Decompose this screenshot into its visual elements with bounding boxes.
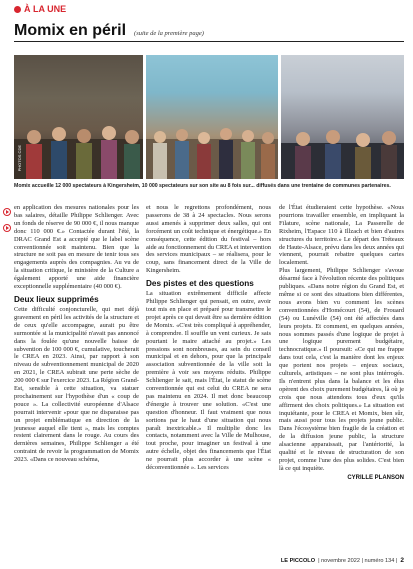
continuation-arrow-icon [3, 208, 11, 216]
article-column-3 [279, 204, 404, 483]
paragraph: Cette difficulté conjoncturelle, qui met déjà gravement en péril les activités de la structure et de ceux qu'elle accompagne, aurait pu être surmontée si la municipalité n'avait pas annoncé dans la foulée qu'une nouvelle baisse de subvention de 100 000 €, cumulative, toucherait le CREA en 2023. Ainsi, par rapport à son niveau de subventionnement municipal de 2020 en 2021, le CREA subirait une perte sèche de 200 000 € sur l'exercice 2023. La Région Grand-Est, sensible à cette situation, va statuer prochainement sur l'hypothèse d'un « coup de pouce ». La collectivité européenne d'Alsace pourrait intervenir «pour que ne disparaisse pas un projet emblématique en direction de la jeunesse auquel elle tient », mais les comptes restent clairement dans le rouge. Au cours des dernières semaines, Philippe Schlienger a été contraint de revoir la programmation de Momix 2023. «Dans ce nouveau schéma, [14, 305, 139, 464]
crowd-illustration [146, 105, 278, 179]
page-number: 2 [400, 557, 404, 564]
subheading: Des pistes et des questions [146, 279, 254, 289]
section-kicker [14, 4, 66, 14]
headline-row [14, 22, 404, 40]
author-signature: CYRILLE PLANSON [347, 474, 404, 481]
page-footer [278, 557, 404, 564]
paragraph: en application des mesures nationales pour les bas salaires, détaille Philippe Schlienger. Avec un fonds de réserve de 90 000 €, il nous manque donc 110 000 €.» Contactée durant l'été, la DRAC Grand Est a accepté que le label scène conventionnée soit maintenu. Bien que la structure ne soit pas en mesure de tenir tous ses engagements auprès des compagnies. Au vu de la situation critique, le ministère de la Culture a également apporté une aide financière exceptionnelle supplémentaire (40 000 €). [14, 204, 139, 291]
photo-caption: Momix accueille 12 000 spectateurs à Kingersheim, 10 000 spectateurs sur son site au 8 fois sur... diffusés dans une trentaine de communes partenaires. [14, 183, 391, 189]
article-column-2 [146, 204, 271, 472]
title-divider [14, 41, 404, 42]
bullet-icon [14, 6, 21, 13]
photo-strip [14, 55, 404, 179]
publication-name: LE PICCOLO [280, 558, 316, 564]
page-title: Momix en péril [14, 22, 127, 39]
subheading: Deux lieux supprimés [14, 294, 99, 304]
paragraph: et nous le regrettons profondément, nous passerons de 38 à 24 spectacles. Nous serons aussi amenés à supprimer deux salles, qui ont forcément un coût technique et énergétique.» En conséquence, cette édition du festival – hors aide au fonctionnement du CREA et intervention des services municipaux – se réalisera, pour le coup, sans financement direct de la Ville de Kingersheim. [146, 204, 271, 275]
crowd-illustration [14, 109, 143, 179]
crowd-illustration [281, 99, 404, 179]
continuation-arrow-icon [3, 224, 11, 232]
paragraph: La situation extrêmement difficile affecte Philippe Schlienger qui pensait, en outre, avoir tout mis en place et préparé pour transmettre le projet après ce qui devait être sa dernière édition de Momix. «C'est très compliqué à appréhender, à comprendre. Il souffle un vent curieux. Je sais pourtant le maire attaché au projet.» Les pressions sont nombreuses, au sein du conseil municipal et en dehors, pour que la principale association subventionnée de la ville soit la première à voir ses moyens réduits. Philippe Schlienger le sait, mais l'État, le statut de scène conventionnée qui est celui du CREA ne sera pas maintenu en 2024. Il met donc beaucoup d'énergie à trouver une solution. «C'est une question d'honneur. Il faut vraiment que nous sortions par le haut d'une situation qui nous paraît inextricable.» Il multiplie donc les contacts, notamment avec la Ville de Mulhouse, tout proche, pour imaginer un festival à une autre échelle, objet des financements que l'État ne pourrait plus accorder à une scène « déconventionnée ». Les services [146, 290, 271, 472]
kicker-label: À LA UNE [24, 4, 67, 14]
photo-audience [14, 55, 143, 179]
paragraph: de l'État étudieraient cette hypothèse. «Nous pourrions travailler ensemble, en impliquant la Filature, scène nationale, La Passerelle de Rixheim, l'Espace 110 à Illzach et bien d'autres structures du territoire.» Le départ des Tréteaux de Haute-Alsace, prévu dans les deux années qui viennent, pourrait rebattre quelques cartes localement. [279, 204, 404, 267]
headline-subtitle: (suite de la première page) [134, 30, 204, 37]
article-column-1 [14, 204, 139, 464]
photo-show [281, 55, 404, 179]
photo-hall [146, 55, 278, 179]
photo-credit: PHOTOS CDE [17, 144, 22, 171]
issue-info: | novembre 2022 | numéro 134 | [318, 558, 398, 564]
paragraph: Plus largement, Philippe Schlienger s'avoue désarmé face à l'évolution récente des politiques publiques. «Dans notre région du Grand Est, et même si ce sont des situations bien différentes, nous avons bien vu comment les scènes conventionnées d'Homécourt (54), de Frouard (54) ou Lunéville (54) ont été affectées dans leurs projets. Et comment, en quelques années, nous sommes passés d'une logique de projet à une logique purement budgétaire, technocratique.» Il poursuit: «Ce qui me frappe dans tout cela, c'est la manière dont les enjeux que portent nos projets – enjeux sociaux, culturels, artistiques – ne sont plus intérrogés. Ils n'entrent plus dans la balance et les élus opèrent des choix purement budgétaires, là où je crois que nous attendons tous d'eux qu'ils affirment des choix politiques.» La situation est inquiétante, pour le CREA et Momix, bien sûr, mais aussi pour tous les projets jeune public. Dans l'écosystème bien fragile de la création et de la diffusion jeune public, la structure alsacienne apparaissait, par l'antériorité, la qualité et le niveau de structuration de son projet, comme l'une des plus solides. C'est bien là ce qui inquiète. [279, 267, 404, 472]
